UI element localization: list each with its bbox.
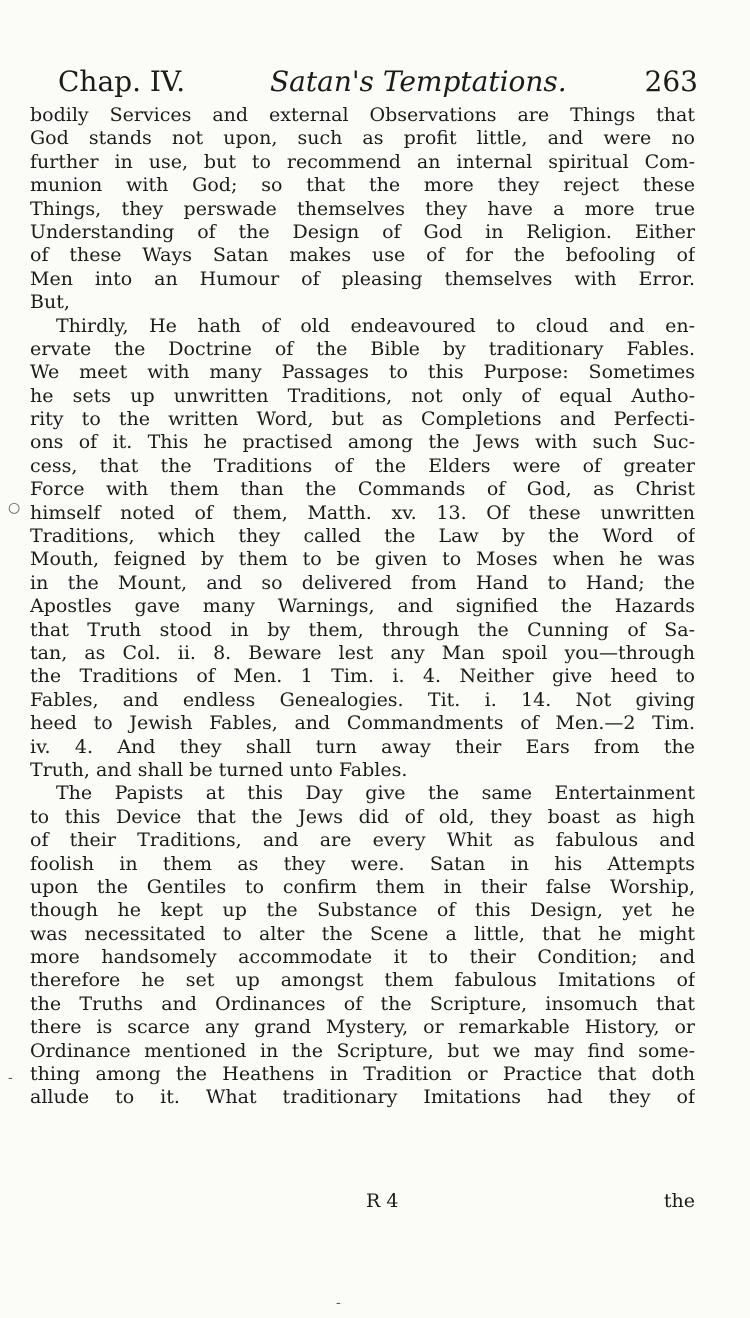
text-line: more handsomely accommodate it to their Condition; and: [30, 946, 695, 969]
text-line: But,: [30, 291, 70, 314]
catchword: the: [663, 1190, 695, 1212]
text-line: bodily Services and external Observations are Things that: [30, 104, 695, 126]
chapter-heading: Chap. IV.: [58, 65, 186, 98]
text-line: cess, that the Traditions of the Elders were of greater: [30, 454, 695, 477]
text-line: the Traditions of Men. 1 Tim. i. 4. Neither give heed to: [30, 665, 695, 688]
text-line: was necessitated to alter the Scene a little, that he might: [30, 922, 695, 945]
page-header: [58, 62, 698, 102]
text-line: Force with them than the Commands of God, as Christ: [30, 478, 695, 501]
text-line: Mouth, feigned by them to be given to Moses when he was: [30, 548, 695, 571]
page-number: 263: [644, 65, 698, 98]
text-line: in the Mount, and so delivered from Hand to Hand; the: [30, 571, 695, 594]
page-footer: [30, 1188, 695, 1214]
text-line: rity to the written Word, but as Completions and Perfecti-: [30, 408, 695, 431]
text-line: Ordinance mentioned in the Scripture, but we may find some-: [30, 1039, 695, 1062]
text-line: ons of it. This he practised among the Jews with such Suc-: [30, 431, 695, 454]
text-line: allude to it. What traditionary Imitations had they of: [30, 1086, 695, 1109]
text-line: tan, as Col. ii. 8. Beware lest any Man spoil you—through: [30, 641, 695, 664]
running-title: Satan's Temptations.: [270, 65, 567, 98]
text-line: God stands not upon, such as profit little, and were no: [30, 127, 695, 150]
text-line: upon the Gentiles to confirm them in their false Worship,: [30, 875, 695, 898]
text-line: of their Traditions, and are every Whit as fabulous and: [30, 829, 695, 852]
text-line: of these Ways Satan makes use of for the befooling of: [30, 244, 695, 267]
text-line: munion with God; so that the more they reject these: [30, 174, 695, 197]
text-line: ervate the Doctrine of the Bible by traditionary Fables.: [30, 337, 695, 360]
text-line: foolish in them as they were. Satan in his Attempts: [30, 852, 695, 875]
text-line: We meet with many Passages to this Purpose: Sometimes: [30, 361, 695, 384]
margin-mark-icon: -: [336, 1295, 341, 1311]
text-line: heed to Jewish Fables, and Commandments of Men.—2 Tim.: [30, 712, 695, 735]
text-line: iv. 4. And they shall turn away their Ears from the: [30, 735, 695, 758]
margin-mark-icon: -: [8, 1070, 13, 1086]
text-line: to this Device that the Jews did of old, they boast as high: [30, 805, 695, 828]
text-line: that Truth stood in by them, through the Cunning of Sa-: [30, 618, 695, 641]
margin-mark-icon: ○: [8, 500, 21, 516]
text-line: he sets up unwritten Traditions, not only of equal Autho-: [30, 384, 695, 407]
body-text: [30, 104, 695, 1110]
text-line: Things, they perswade themselves they have a more true: [30, 197, 695, 220]
text-line: The Papists at this Day give the same Entertainment: [56, 782, 695, 805]
text-line: thing among the Heathens in Tradition or Practice that doth: [30, 1063, 695, 1086]
text-line: himself noted of them, Matth. xv. 13. Of these unwritten: [30, 501, 695, 524]
text-line: there is scarce any grand Mystery, or remarkable History, or: [30, 1016, 695, 1039]
text-line: therefore he set up amongst them fabulous Imitations of: [30, 969, 695, 992]
text-line: further in use, but to recommend an internal spiritual Com-: [30, 150, 695, 173]
signature-mark: R 4: [366, 1190, 399, 1212]
text-line: Understanding of the Design of God in Religion. Either: [30, 220, 695, 243]
text-line: Thirdly, He hath of old endeavoured to cloud and en-: [56, 314, 695, 337]
text-line: the Truths and Ordinances of the Scripture, insomuch that: [30, 992, 695, 1015]
text-line: Traditions, which they called the Law by the Word of: [30, 525, 695, 548]
text-line: Men into an Humour of pleasing themselves with Error.: [30, 267, 695, 290]
text-line: Fables, and endless Genealogies. Tit. i. 14. Not giving: [30, 688, 695, 711]
text-line: Apostles gave many Warnings, and signified the Hazards: [30, 595, 695, 618]
text-line: Truth, and shall be turned unto Fables.: [30, 758, 408, 781]
text-line: though he kept up the Substance of this Design, yet he: [30, 899, 695, 922]
